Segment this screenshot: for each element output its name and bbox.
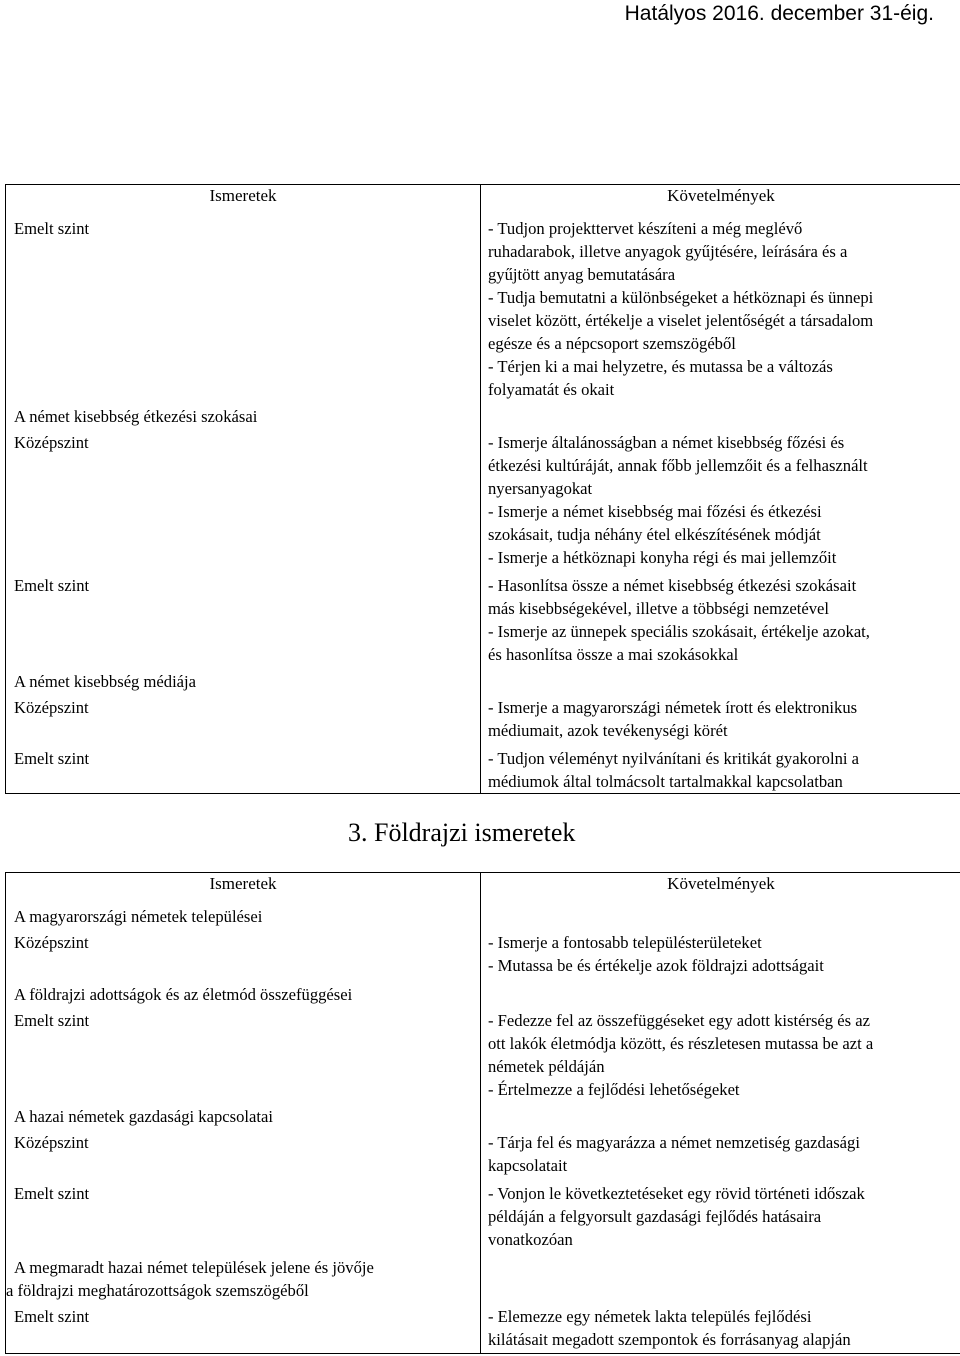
requirements-column xyxy=(481,185,960,794)
topic-title: A földrajzi adottságok és az életmód összefüggései xyxy=(14,985,353,1004)
knowledge-column xyxy=(6,873,481,1354)
topic-title: A német kisebbség étkezési szokásai xyxy=(14,407,258,426)
requirement-line: médiumok által tolmácsolt tartalmakkal kapcsolatban xyxy=(488,772,843,791)
requirement-line: kapcsolatait xyxy=(488,1156,568,1175)
level-label: Középszint xyxy=(14,1133,89,1152)
requirement-line: németek példáján xyxy=(488,1057,605,1076)
requirement-line: példáján a felgyorsult gazdasági fejlődés hatásaira xyxy=(488,1207,822,1226)
level-label: Középszint xyxy=(14,433,89,452)
requirement-line: - Tudja bemutatni a különbségeket a hétköznapi és ünnepi xyxy=(488,288,874,307)
topic-title: A német kisebbség médiája xyxy=(14,672,197,691)
requirement-line: ott lakók életmódja között, és részletesen mutassa be azt a xyxy=(488,1034,874,1053)
requirement-line: nyersanyagokat xyxy=(488,479,593,498)
requirement-line: médiumait, azok tevékenységi körét xyxy=(488,721,728,740)
requirement-line: - Tudjon véleményt nyilvánítani és kritikát gyakorolni a xyxy=(488,749,860,768)
level-label: Középszint xyxy=(14,933,89,952)
requirement-line: vonatkozóan xyxy=(488,1230,573,1249)
requirements-table-2 xyxy=(5,872,960,1354)
requirement-line: - Elemezze egy németek lakta település fejlődési xyxy=(488,1307,812,1326)
level-label: Emelt szint xyxy=(14,749,90,768)
requirement-line: - Ismerje a fontosabb településterületeket xyxy=(488,933,762,952)
requirement-line: gyűjtött anyag bemutatására xyxy=(488,265,676,284)
requirement-line: - Fedezze fel az összefüggéseket egy adott kistérség és az xyxy=(488,1011,870,1030)
requirement-line: - Vonjon le következtetéseket egy rövid történeti időszak xyxy=(488,1184,865,1203)
requirement-line: - Tárja fel és magyarázza a német nemzetiség gazdasági xyxy=(488,1133,860,1152)
requirement-line: és hasonlítsa össze a mai szokásokkal xyxy=(488,645,739,664)
requirement-line: viselet között, értékelje a viselet jelentőségét a társadalom xyxy=(488,311,874,330)
requirement-line: - Térjen ki a mai helyzetre, és mutassa be a változás xyxy=(488,357,833,376)
level-label: Középszint xyxy=(14,698,89,717)
topic-title: A magyarországi németek települései xyxy=(14,907,263,926)
topic-title: a földrajzi meghatározottságok szemszögéből xyxy=(6,1281,309,1300)
level-label: Emelt szint xyxy=(14,1011,90,1030)
requirement-line: kilátásait megadott szempontok és forrásanyag alapján xyxy=(488,1330,851,1349)
requirements-header: Követelmények xyxy=(667,874,775,893)
requirement-line: - Ismerje általánosságban a német kisebbség főzési és xyxy=(488,433,845,452)
requirement-line: - Értelmezze a fejlődési lehetőségeket xyxy=(488,1080,740,1099)
level-label: Emelt szint xyxy=(14,1307,90,1326)
requirements-column xyxy=(481,873,960,1354)
requirement-line: - Tudjon projekttervet készíteni a még meglévő xyxy=(488,219,803,238)
requirement-line: étkezési kultúráját, annak főbb jellemzőit és a felhasznált xyxy=(488,456,868,475)
requirement-line: ruhadarabok, illetve anyagok gyűjtésére, leírására és a xyxy=(488,242,848,261)
knowledge-header: Ismeretek xyxy=(209,186,277,205)
requirement-line: egésze és a népcsoport szemszögéből xyxy=(488,334,736,353)
knowledge-header: Ismeretek xyxy=(209,874,277,893)
knowledge-column xyxy=(6,185,481,794)
requirement-line: szokásait, tudja néhány étel elkészítésének módját xyxy=(488,525,821,544)
requirement-line: - Mutassa be és értékelje azok földrajzi adottságait xyxy=(488,956,824,975)
level-label: Emelt szint xyxy=(14,576,90,595)
requirements-table-1 xyxy=(5,184,960,794)
validity-header: Hatályos 2016. december 31-éig. xyxy=(624,2,934,25)
requirement-line: - Ismerje a német kisebbség mai főzési és étkezési xyxy=(488,502,822,521)
requirements-header: Követelmények xyxy=(667,186,775,205)
topic-title: A hazai németek gazdasági kapcsolatai xyxy=(14,1107,273,1126)
requirement-line: - Ismerje a magyarországi németek írott és elektronikus xyxy=(488,698,858,717)
section-title: 3. Földrajzi ismeretek xyxy=(348,818,576,847)
requirement-line: - Ismerje a hétköznapi konyha régi és mai jellemzőit xyxy=(488,548,837,567)
level-label: Emelt szint xyxy=(14,1184,90,1203)
requirement-line: más kisebbségekével, illetve a többségi nemzetével xyxy=(488,599,829,618)
requirement-line: - Hasonlítsa össze a német kisebbség étkezési szokásait xyxy=(488,576,857,595)
level-label: Emelt szint xyxy=(14,219,90,238)
requirement-line: folyamatát és okait xyxy=(488,380,615,399)
requirement-line: - Ismerje az ünnepek speciális szokásait, értékelje azokat, xyxy=(488,622,870,641)
topic-title: A megmaradt hazai német települések jelene és jövője xyxy=(14,1258,374,1277)
